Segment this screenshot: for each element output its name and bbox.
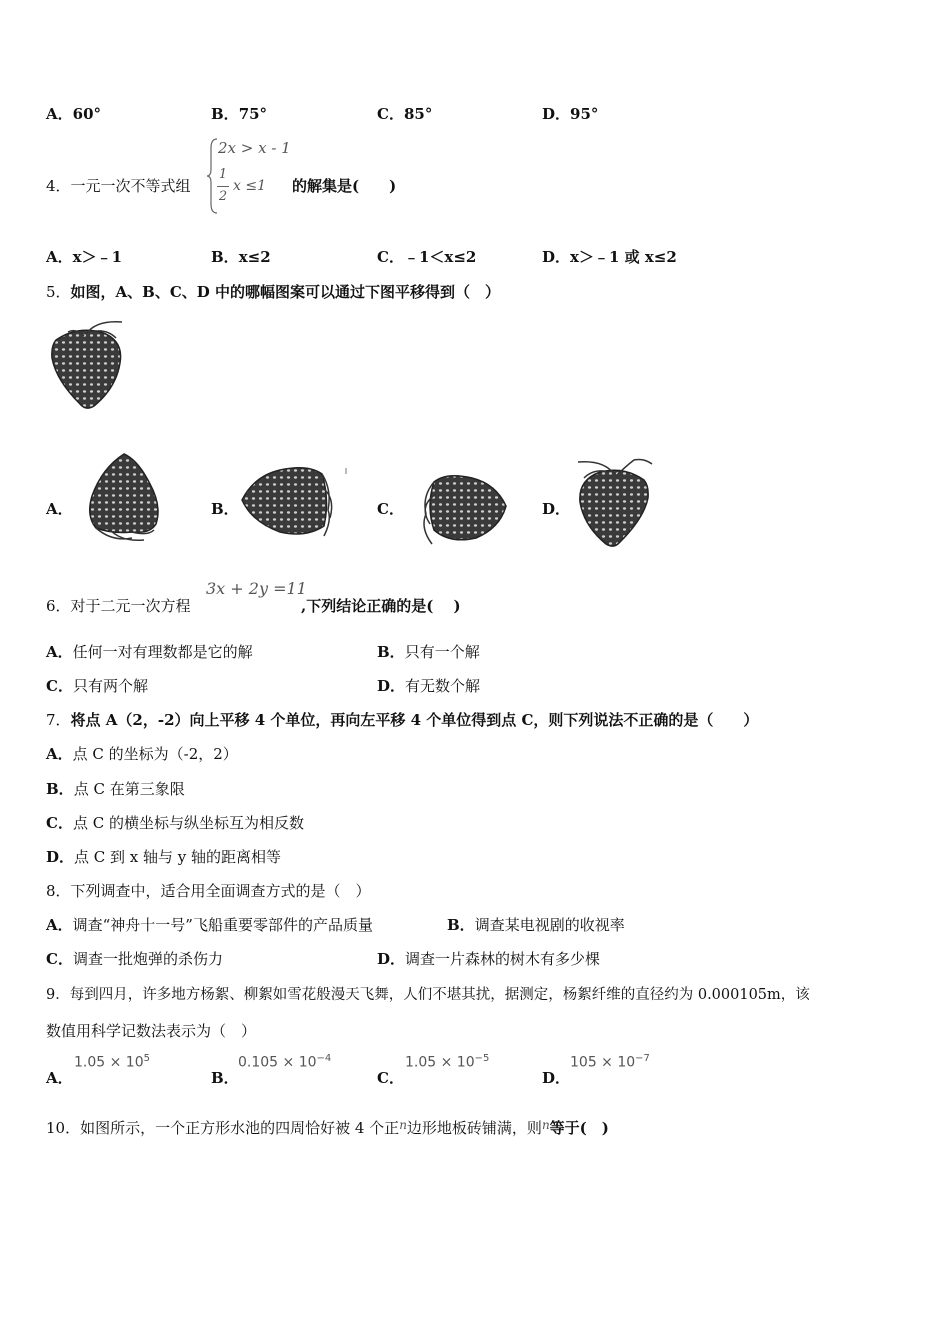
q4-frac-num: 1 xyxy=(218,167,228,182)
q3-option-a: A．60° xyxy=(46,105,102,123)
q9-option-d-value: $105 \times 10^{-7}$ xyxy=(570,1053,650,1071)
q8-option-d: D．调查一片森林的树木有多少棵 xyxy=(377,950,601,968)
q7-option-d: D．点 C 到 x 轴与 y 轴的距离相等 xyxy=(46,848,282,866)
q6-option-d: D．有无数个解 xyxy=(377,677,481,695)
q5-option-b-label: B． xyxy=(211,500,239,518)
q6-stem-after: ,下列结论正确的是( ) xyxy=(301,597,461,615)
q9-option-a-label: A． xyxy=(46,1069,73,1087)
q4-option-d: D．x＞﹣1 或 x≤2 xyxy=(542,248,677,266)
q9-option-a-value: $1.05 \times 10^5$ xyxy=(74,1053,150,1071)
q5-stem: 5．如图，A、B、C、D 中的哪幅图案可以通过下图平移得到（ ） xyxy=(46,283,501,301)
q5-option-d-strawberry-icon xyxy=(572,456,654,550)
q5-option-d-label: D． xyxy=(542,500,571,518)
q6-stem-before: 6．对于二元一次方程 xyxy=(46,597,191,615)
q8-option-c: C．调查一批炮弹的杀伤力 xyxy=(46,950,223,968)
q5-reference-strawberry-icon xyxy=(46,318,128,412)
q6-option-b: B．只有一个解 xyxy=(377,643,480,661)
q4-frac-den: 2 xyxy=(218,189,228,204)
q3-option-d: D．95° xyxy=(542,105,599,123)
q4-frac-bar xyxy=(217,186,229,187)
q8-stem: 8．下列调查中，适合用全面调查方式的是（ ） xyxy=(46,882,371,900)
q4-stem-after: 的解集是( ) xyxy=(292,177,397,195)
q7-stem: 7．将点 A（2，-2）向上平移 4 个单位，再向左平移 4 个单位得到点 C，则下列说法不正确的是（ ） xyxy=(46,711,759,729)
q7-option-c: C．点 C 的横坐标与纵坐标互为相反数 xyxy=(46,814,304,832)
q7-option-a: A．点 C 的坐标为（-2，2） xyxy=(46,745,238,763)
q8-option-a: A．调查“神舟十一号”飞船重要零部件的产品质量 xyxy=(46,916,373,934)
q9-option-c-value: $1.05 \times 10^{-5}$ xyxy=(405,1053,490,1071)
q9-option-d-label: D． xyxy=(542,1069,571,1087)
q7-option-b: B．点 C 在第三象限 xyxy=(46,780,185,798)
q9-stem-line2: 数值用科学记数法表示为（ ） xyxy=(46,1022,257,1040)
q3-option-b: B．75° xyxy=(211,105,268,123)
q4-option-c: C．﹣1＜x≤2 xyxy=(377,248,477,266)
q6-equation: 3x + 2y =11 xyxy=(206,579,307,598)
q9-stem-line1: 9．每到四月，许多地方杨絮、柳絮如雪花般漫天飞舞，人们不堪其扰，据测定，杨絮纤维的直径约为 0.000105m，该 xyxy=(46,987,810,1003)
q5-option-b-strawberry-icon xyxy=(236,460,350,542)
q9-option-b-label: B． xyxy=(211,1069,239,1087)
q9-option-c-label: C． xyxy=(377,1069,404,1087)
q6-option-a: A．任何一对有理数都是它的解 xyxy=(46,643,253,661)
q4-option-a: A．x＞﹣1 xyxy=(46,248,123,266)
q5-option-a-strawberry-icon xyxy=(82,450,166,544)
q4-option-b: B．x≤2 xyxy=(211,248,271,266)
q8-option-b: B．调查某电视剧的收视率 xyxy=(447,916,625,934)
q4-stem-before: 4．一元一次不等式组 xyxy=(46,177,191,195)
q5-option-c-strawberry-icon xyxy=(416,466,512,548)
q4-system-line1: 2x > x - 1 xyxy=(218,139,291,157)
q10-stem: 10．如图所示，一个正方形水池的四周恰好被 4 个正$^n$边形地板砖铺满，则$^n$等于( ) xyxy=(46,1118,609,1137)
q4-system-line2: x ≤1 xyxy=(233,178,266,194)
q3-option-c: C．85° xyxy=(377,105,433,123)
q9-option-b-value: $0.105 \times 10^{-4}$ xyxy=(238,1053,332,1071)
q5-option-a-label: A． xyxy=(46,500,73,518)
q5-option-c-label: C． xyxy=(377,500,404,518)
q6-option-c: C．只有两个解 xyxy=(46,677,148,695)
